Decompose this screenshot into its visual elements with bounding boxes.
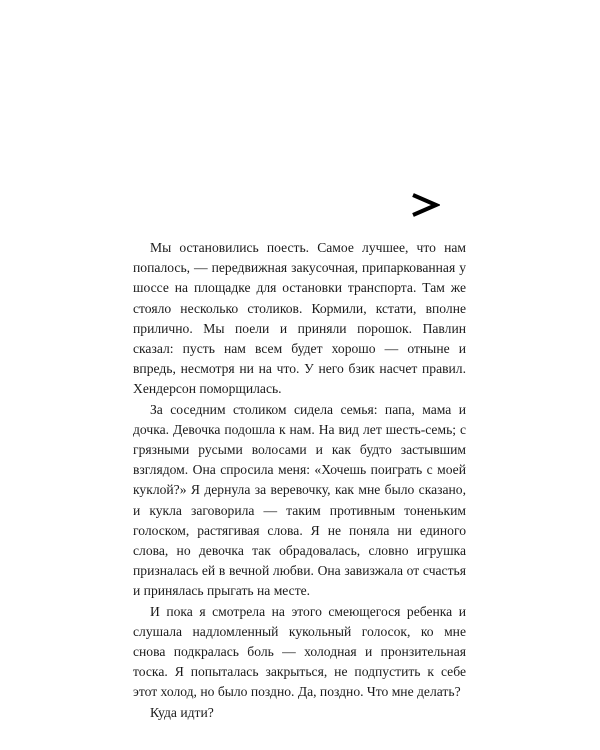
paragraph-2: За соседним столиком сидела семья: папа, мама и дочка. Девочка подошла к нам. На вид лет шесть-семь; с грязными русыми волосами и как будто застывшим взглядом. Она спросила меня: «Хочешь поиграть с моей куклой?» Я дернула за веревочку, как мне было сказано, и кукла заговорила — таким противным тоненьким голоском, растягивая слова. Я не поняла ни единого слова, но девочка так обрадовалась, словно игрушка призналась ей в вечной любви. Она завизжала от счастья и принялась прыгать на месте. [133, 401, 466, 599]
paragraph-4: Куда идти? [150, 704, 214, 720]
chevron-right-icon [410, 190, 440, 220]
body-text [133, 238, 466, 723]
chevron-right-icon-graphic [410, 190, 440, 220]
paragraph-1: Мы остановились поесть. Самое лучшее, что нам попалось, — передвижная закусочная, припаркованная у шоссе на площадке для остановки транспорта. Там же стояло несколько столиков. Кормили, кстати, вполне прилично. Мы поели и приняли порошок. Павлин сказал: пусть нам всем будет хорошо — отныне и впредь, несмотря ни на что. У него бзик насчет правил. Хендерсон поморщилась. [133, 240, 466, 397]
paragraph-3: И пока я смотрела на этого смеющегося ребенка и слушала надломленный кукольный голосок, ко мне снова подкралась боль — холодная и пронзительная тоска. Я попыталась закрыться, не подпустить к себе этот холод, но было поздно. Да, поздно. Что мне делать? [133, 603, 466, 700]
